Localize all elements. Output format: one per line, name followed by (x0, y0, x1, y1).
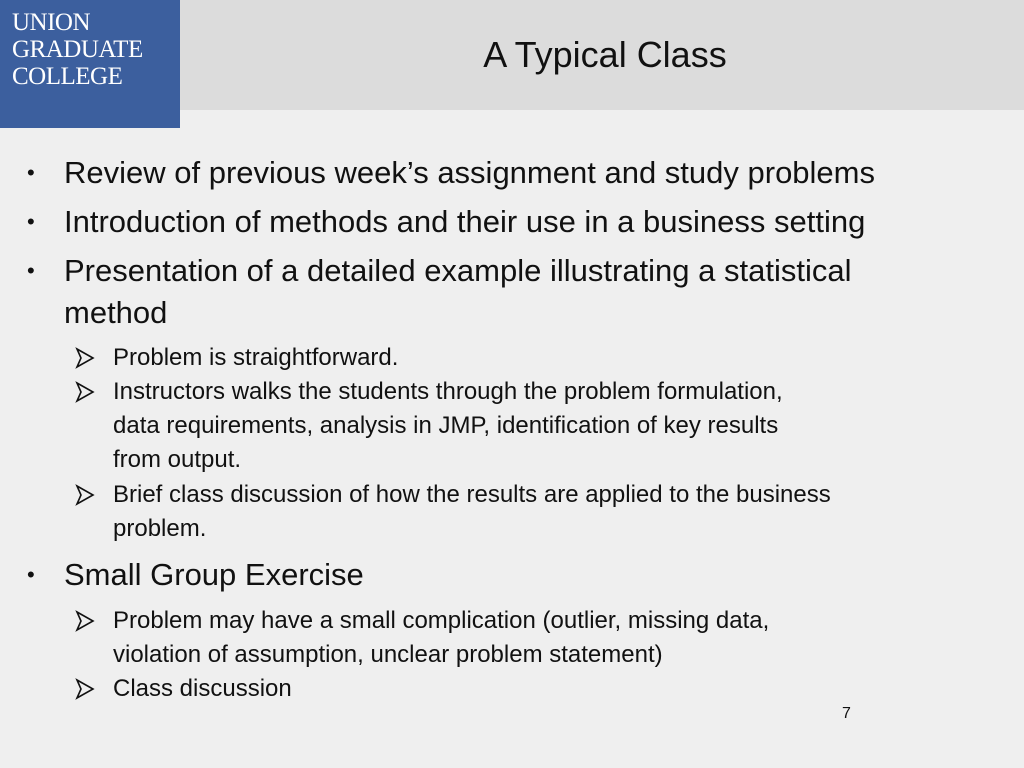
arrow-right-icon (75, 347, 95, 369)
bullet-3-sub-3-text-line-1: Brief class discussion of how the results are applied to the business (113, 481, 831, 508)
bullet-3-sub-2-text-line-1: Instructors walks the students through the problem formulation, (113, 378, 783, 405)
logo-line-2: GRADUATE (12, 36, 143, 63)
bullet-4-sub-1-text-line-1: Problem may have a small complication (outlier, missing data, (113, 607, 770, 634)
bullet-4-sub-2-text: Class discussion (113, 675, 292, 702)
logo-line-1: UNION (12, 9, 91, 36)
bullet-3-sub-2-text-line-2: data requirements, analysis in JMP, identification of key results (113, 412, 779, 439)
arrow-right-icon (75, 381, 95, 403)
bullet-2-text: Introduction of methods and their use in a business setting (64, 204, 866, 239)
bullet-3-text-line-1: Presentation of a detailed example illustrating a statistical (64, 253, 852, 288)
logo-line-3: COLLEGE (12, 63, 123, 90)
bullet-dot-icon: • (27, 562, 35, 587)
bullet-3-text-line-2: method (64, 295, 168, 330)
bullet-3-sub-1-text: Problem is straightforward. (113, 344, 399, 371)
arrow-right-icon (75, 484, 95, 506)
bullet-1-text: Review of previous week’s assignment and study problems (64, 155, 875, 190)
page-number: 7 (842, 705, 851, 722)
bullet-dot-icon: • (27, 258, 35, 283)
bullet-dot-icon: • (27, 160, 35, 185)
bullet-3-sub-3-text-line-2: problem. (113, 515, 207, 542)
bullet-4-text: Small Group Exercise (64, 557, 364, 592)
slide-title: A Typical Class (483, 34, 727, 75)
bullet-dot-icon: • (27, 209, 35, 234)
bullet-3-sub-2-text-line-3: from output. (113, 446, 242, 473)
bullet-4-sub-1-text-line-2: violation of assumption, unclear problem statement) (113, 641, 663, 668)
arrow-right-icon (75, 678, 95, 700)
arrow-right-icon (75, 610, 95, 632)
